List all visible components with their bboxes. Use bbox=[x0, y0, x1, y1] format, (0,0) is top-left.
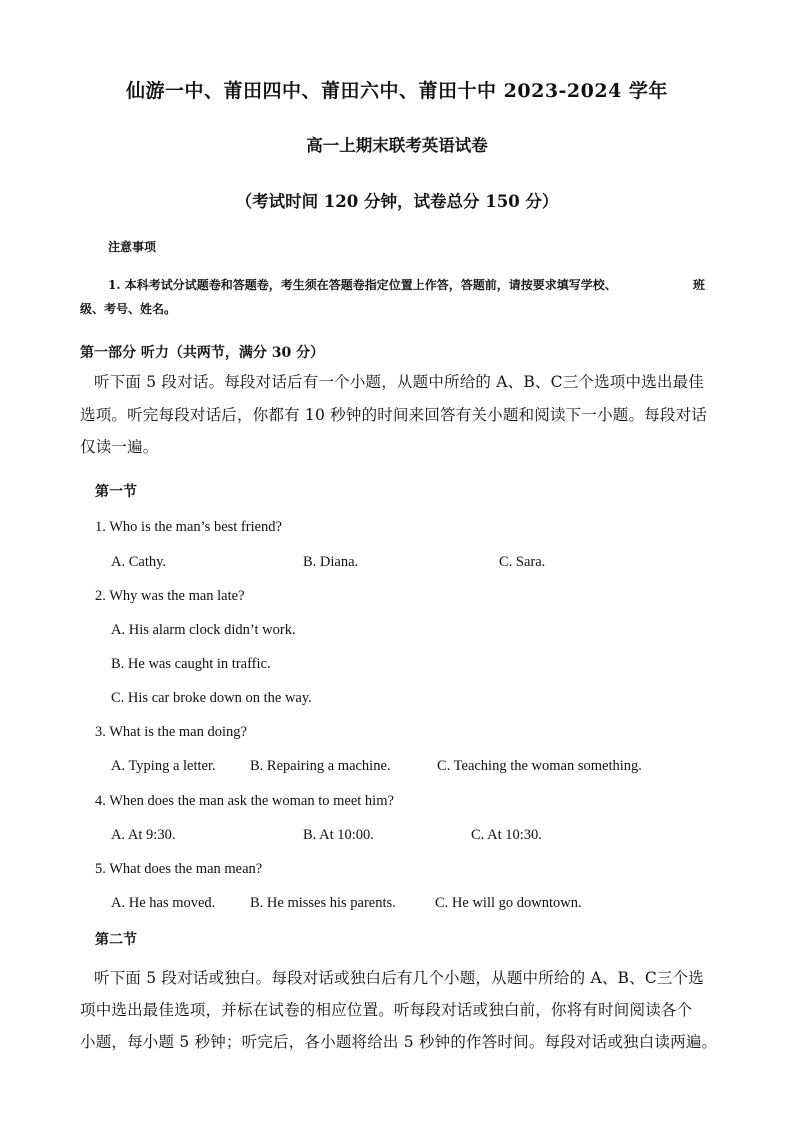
exam-title-line1: 仙游一中、莆田四中、莆田六中、莆田十中 2023-2024 学年 bbox=[126, 80, 668, 102]
question-3-option-a: A. Typing a letter. bbox=[111, 758, 216, 774]
question-2-option-a: A. His alarm clock didn’t work. bbox=[111, 622, 296, 638]
question-1-option-b: B. Diana. bbox=[303, 554, 359, 570]
question-2-option-b: B. He was caught in traffic. bbox=[111, 656, 271, 672]
question-4-option-a: A. At 9:30. bbox=[111, 827, 176, 843]
part1-instructions-line1: 听下面 5 段对话。每段对话后有一个小题，从题中所给的 A、B、C三个选项中选出最佳 bbox=[94, 373, 704, 391]
question-2-option-c: C. His car broke down on the way. bbox=[111, 690, 312, 706]
question-3-option-b: B. Repairing a machine. bbox=[250, 758, 391, 774]
section1-title: 第一节 bbox=[95, 484, 137, 500]
question-1-option-c: C. Sara. bbox=[499, 554, 546, 570]
question-5-stem: 5. What does the man mean? bbox=[95, 861, 263, 877]
question-4-stem: 4. When does the man ask the woman to meet him? bbox=[95, 793, 394, 809]
exam-info: （考试时间 120 分钟，试卷总分 150 分） bbox=[235, 192, 559, 211]
section2-title: 第二节 bbox=[95, 932, 137, 948]
question-5-option-b: B. He misses his parents. bbox=[250, 895, 396, 911]
notice-item1-line2: 级、考号、姓名。 bbox=[80, 302, 177, 316]
part1-instructions-line2: 选项。听完每段对话后，你都有 10 秒钟的时间来回答有关小题和阅读下一小题。每段对话 bbox=[80, 406, 707, 424]
part1-instructions-line3: 仅读一遍。 bbox=[80, 438, 159, 456]
question-5-option-a: A. He has moved. bbox=[111, 895, 216, 911]
part1-title: 第一部分 听力（共两节，满分 30 分） bbox=[80, 345, 325, 361]
question-1-option-a: A. Cathy. bbox=[111, 554, 167, 570]
section2-instructions-line2: 项中选出最佳选项，并标在试卷的相应位置。听每段对话或独白前，你将有时间阅读各个 bbox=[80, 1001, 693, 1019]
exam-title-line2: 高一上期末联考英语试卷 bbox=[306, 136, 488, 155]
question-1-stem: 1. Who is the man’s best friend? bbox=[95, 519, 282, 535]
question-3-option-c: C. Teaching the woman something. bbox=[437, 758, 642, 774]
question-5-option-c: C. He will go downtown. bbox=[435, 895, 582, 911]
notice-heading: 注意事项 bbox=[108, 240, 157, 254]
question-4-option-b: B. At 10:00. bbox=[303, 827, 374, 843]
question-3-stem: 3. What is the man doing? bbox=[95, 724, 247, 740]
notice-item1-line1: 1. 本科考试分试题卷和答题卷，考生须在答题卷指定位置上作答，答题前，请按要求填写学校、 bbox=[108, 278, 617, 292]
notice-item1-tail: 班 bbox=[693, 278, 706, 292]
section2-instructions-line1: 听下面 5 段对话或独白。每段对话或独白后有几个小题，从题中所给的 A、B、C三个选 bbox=[94, 969, 704, 987]
section2-instructions-line3: 小题，每小题 5 秒钟；听完后，各小题将给出 5 秒钟的作答时间。每段对话或独白读两遍。 bbox=[80, 1033, 718, 1051]
question-2-stem: 2. Why was the man late? bbox=[95, 588, 245, 604]
question-4-option-c: C. At 10:30. bbox=[471, 827, 542, 843]
